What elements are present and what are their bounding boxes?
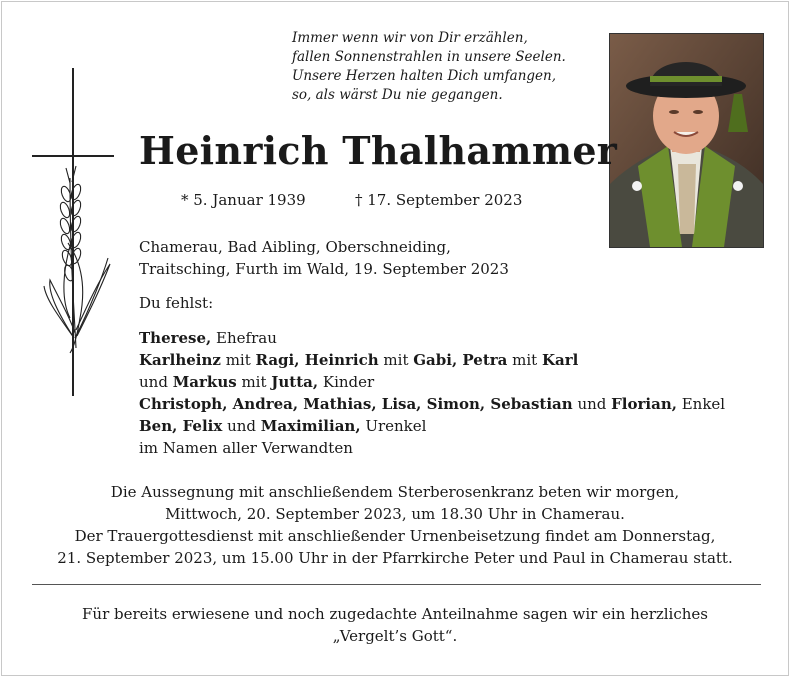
deceased-name: Heinrich Thalhammer [139,128,618,173]
family-member-name: Gabi, Petra [413,351,508,369]
missed-heading: Du fehlst: [139,294,214,312]
poem-line: Unsere Herzen halten Dich umfangen, [292,68,557,84]
family-relation-text: Enkel [676,395,726,413]
family-relation-text: mit [220,351,256,369]
funeral-notice [0,481,790,569]
family-relation-text: und [572,395,612,413]
portrait-photo [609,33,764,248]
places-and-date [139,236,509,280]
family-member-name: Florian, [611,395,677,413]
notice-line: Mittwoch, 20. September 2023, um 18.30 Uhr in Chamerau. [165,505,625,523]
family-member-name: Ragi, Heinrich [255,351,379,369]
family-list [139,327,725,459]
death-date: † 17. September 2023 [355,191,523,209]
places-line: Traitsching, Furth im Wald, 19. September 2023 [139,260,509,278]
poem-line: Immer wenn wir von Dir erzählen, [292,30,528,46]
family-member-name: Christoph, Andrea, Mathias, Lisa, Simon, Sebastian [139,395,573,413]
family-line [139,415,725,437]
family-line [139,393,725,415]
family-member-name: Maximilian, [260,417,361,435]
family-line [139,437,725,459]
poem-line: fallen Sonnenstrahlen in unsere Seelen. [292,49,566,65]
family-relation-text: mit [507,351,542,369]
thanks-note [0,603,790,647]
family-relation-text: mit [236,373,272,391]
cross-with-wheat-icon [30,68,116,398]
family-member-name: Karl [541,351,579,369]
family-relation-text: Kinder [318,373,375,391]
thanks-line: „Vergelt’s Gott“. [332,627,458,645]
family-relation-text: und [139,373,173,391]
family-member-name: Karlheinz [139,351,221,369]
birth-date: * 5. Januar 1939 [181,191,306,209]
family-member-name: Jutta, [271,373,319,391]
family-relation-text: Urenkel [360,417,427,435]
poem-line: so, als wärst Du nie gegangen. [292,87,503,103]
thanks-line: Für bereits erwiesene und noch zugedachte Anteilnahme sagen wir ein herzliches [82,605,708,623]
family-line [139,371,725,393]
memorial-poem [292,29,566,105]
family-relation-text: Ehefrau [211,329,277,347]
family-member-name: Therese, [139,329,212,347]
family-member-name: Markus [172,373,237,391]
places-line: Chamerau, Bad Aibling, Oberschneiding, [139,238,451,256]
family-line [139,349,725,371]
notice-line: Die Aussegnung mit anschließendem Sterberosenkranz beten wir morgen, [110,483,680,501]
family-member-name: Ben, Felix [139,417,223,435]
family-line [139,327,725,349]
divider [32,584,761,585]
family-relation-text: und [222,417,261,435]
family-relation-text: mit [378,351,414,369]
notice-line: Der Trauergottesdienst mit anschließender Urnenbeisetzung findet am Donnerstag, [74,527,716,545]
notice-line: 21. September 2023, um 15.00 Uhr in der Pfarrkirche Peter und Paul in Chamerau statt. [57,549,733,567]
family-relation-text: im Namen aller Verwandten [139,439,353,457]
